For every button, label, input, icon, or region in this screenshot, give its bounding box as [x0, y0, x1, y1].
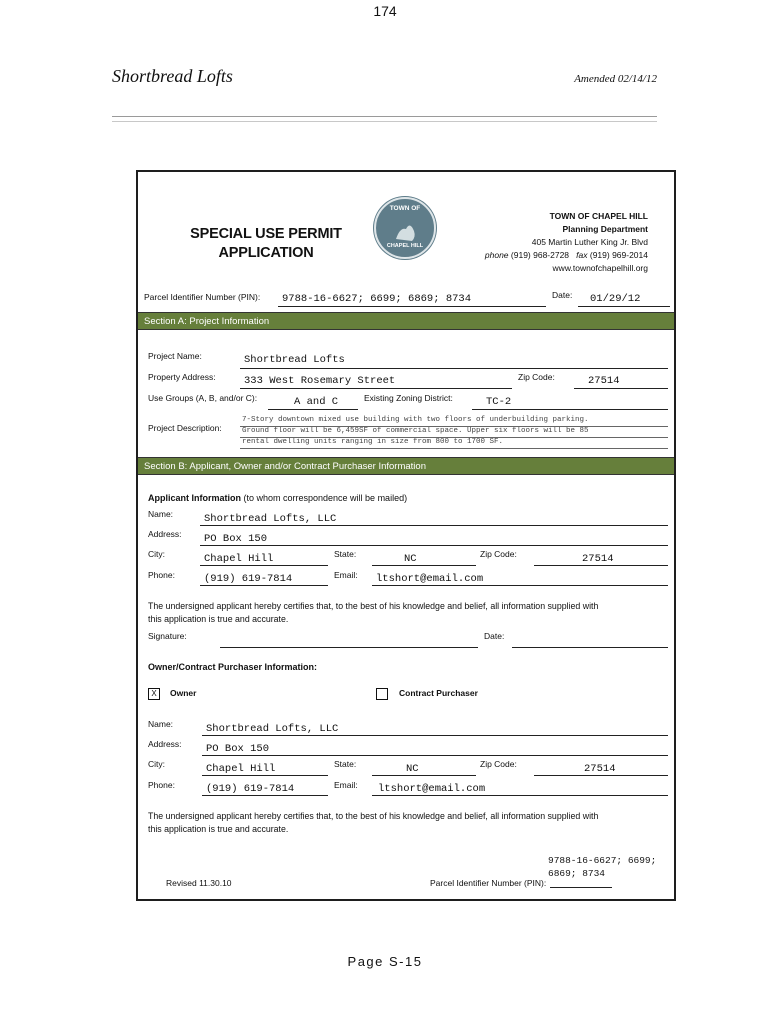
town-seal-logo — [374, 197, 436, 259]
owner-address-label: Address: — [148, 739, 182, 749]
applicant-zip-field[interactable]: 27514 — [582, 553, 614, 565]
owner-name-field[interactable]: Shortbread Lofts, LLC — [206, 723, 339, 735]
owner-zip-label: Zip Code: — [480, 759, 517, 769]
pin-label: Parcel Identifier Number (PIN): — [144, 292, 261, 302]
signature-label: Signature: — [148, 631, 187, 641]
date-field[interactable]: 01/29/12 — [590, 293, 641, 305]
applicant-phone-label: Phone: — [148, 570, 175, 580]
page-footer: Page S-15 — [347, 954, 423, 969]
use-groups-field[interactable]: A and C — [294, 396, 339, 408]
project-description-field[interactable] — [242, 415, 589, 448]
description-line: rental dwelling units ranging in size from 800 to 1700 SF. — [242, 438, 504, 446]
contract-purchaser-checkbox[interactable] — [376, 688, 388, 700]
owner-phone-label: Phone: — [148, 780, 175, 790]
form-title-line2: APPLICATION — [218, 245, 314, 261]
footer-pin-value: 9788-16-6627; 6699; 6869; 8734 — [548, 855, 657, 879]
section-b-header: Section B: Applicant, Owner and/or Contract Purchaser Information — [138, 457, 674, 475]
form-title-line1: SPECIAL USE PERMIT — [190, 226, 342, 242]
owner-state-label: State: — [334, 759, 357, 769]
applicant-address-label: Address: — [148, 529, 182, 539]
applicant-email-label: Email: — [334, 570, 358, 580]
applicant-state-label: State: — [334, 549, 357, 559]
pin-field[interactable]: 9788-16-6627; 6699; 6869; 8734 — [282, 293, 472, 305]
signature-date-label: Date: — [484, 631, 505, 641]
owner-email-field[interactable]: ltshort@email.com — [378, 783, 486, 795]
owner-certification: The undersigned applicant hereby certifies that, to the best of his knowledge and belief, all information supplied with this application is true and accurate. — [148, 811, 599, 834]
applicant-email-field[interactable]: ltshort@email.com — [376, 573, 484, 585]
zip-label: Zip Code: — [518, 372, 555, 382]
owner-city-label: City: — [148, 759, 165, 769]
project-name-label: Project Name: — [148, 351, 202, 361]
owner-checkbox[interactable]: X — [148, 688, 160, 700]
property-address-field[interactable]: 333 West Rosemary Street — [244, 375, 396, 387]
applicant-heading: Applicant Information (to whom correspondence will be mailed) — [148, 493, 408, 503]
owner-phone-field[interactable]: (919) 619-7814 — [206, 783, 295, 795]
date-label: Date: — [552, 290, 573, 300]
applicant-zip-label: Zip Code: — [480, 549, 517, 559]
owner-city-field[interactable]: Chapel Hill — [206, 763, 276, 775]
page-number-top: 174 — [373, 3, 397, 19]
applicant-certification: The undersigned applicant hereby certifies that, to the best of his knowledge and belief, all information supplied with this application is true and accurate. — [148, 601, 599, 624]
property-address-label: Property Address: — [148, 372, 216, 382]
project-name-field[interactable]: Shortbread Lofts — [244, 354, 345, 366]
phone-fax-line: phone (919) 968-2728 fax (919) 969-2014 — [484, 250, 648, 260]
town-contact-block — [485, 210, 648, 275]
town-website: www.townofchapelhill.org — [552, 263, 648, 273]
document-title: Shortbread Lofts — [112, 66, 233, 86]
signature-date-field[interactable] — [512, 647, 668, 648]
applicant-address-field[interactable]: PO Box 150 — [204, 533, 268, 545]
project-zip-field[interactable]: 27514 — [588, 375, 620, 387]
owner-state-field[interactable]: NC — [406, 763, 419, 775]
amended-date: Amended 02/14/12 — [574, 73, 657, 85]
seal-text-top: TOWN OF — [389, 205, 421, 212]
form-title — [138, 225, 394, 263]
zoning-field[interactable]: TC-2 — [486, 396, 512, 408]
zoning-label: Existing Zoning District: — [364, 393, 453, 403]
description-line: Ground floor will be 6,459SF of commercial space. Upper six floors will be 85 — [242, 427, 589, 435]
owner-checkbox-label: Owner — [170, 688, 197, 698]
header-rule — [112, 116, 657, 122]
footer-pin-label: Parcel Identifier Number (PIN): — [430, 878, 547, 888]
owner-name-label: Name: — [148, 719, 174, 729]
permit-form — [136, 170, 676, 901]
applicant-city-field[interactable]: Chapel Hill — [204, 553, 274, 565]
revised-date: Revised 11.30.10 — [166, 878, 232, 888]
applicant-name-field[interactable]: Shortbread Lofts, LLC — [204, 513, 337, 525]
description-label: Project Description: — [148, 423, 222, 433]
owner-heading: Owner/Contract Purchaser Information: — [148, 662, 318, 672]
section-a-header: Section A: Project Information — [138, 312, 674, 330]
owner-zip-field[interactable]: 27514 — [584, 763, 616, 775]
owner-email-label: Email: — [334, 780, 358, 790]
applicant-city-label: City: — [148, 549, 165, 559]
department-name: Planning Department — [562, 224, 648, 234]
seal-text-bottom: CHAPEL HILL — [386, 243, 424, 249]
use-groups-label: Use Groups (A, B, and/or C): — [148, 393, 258, 403]
applicant-phone-field[interactable]: (919) 619-7814 — [204, 573, 293, 585]
owner-address-field[interactable]: PO Box 150 — [206, 743, 270, 755]
town-name: TOWN OF CHAPEL HILL — [549, 211, 648, 221]
signature-field[interactable] — [220, 647, 478, 648]
town-address: 405 Martin Luther King Jr. Blvd — [531, 237, 648, 247]
applicant-state-field[interactable]: NC — [404, 553, 417, 565]
contract-purchaser-label: Contract Purchaser — [399, 688, 478, 698]
applicant-name-label: Name: — [148, 509, 174, 519]
description-line: 7-Story downtown mixed use building with two floors of underbuilding parking. — [242, 416, 589, 424]
